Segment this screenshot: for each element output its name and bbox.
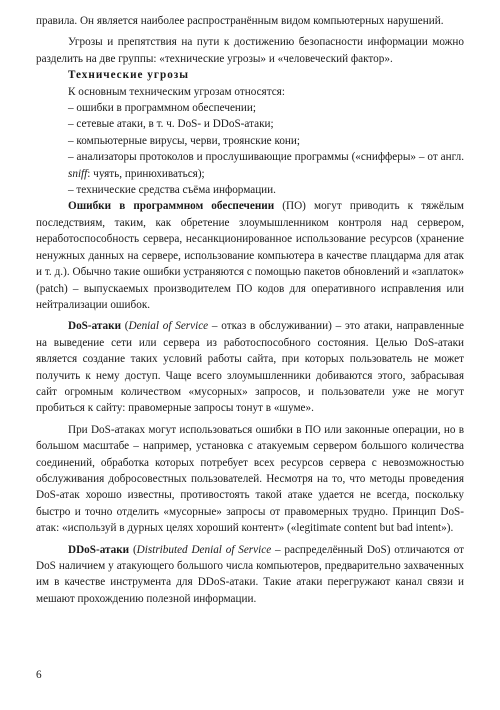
list-item-term: sniff: [68, 167, 88, 180]
list-item: – компьютерные вирусы, черви, троянские кони;: [68, 134, 300, 147]
text-body: [36, 13, 464, 607]
paragraph-text: – распределённый DoS) отличаются от DoS наличием у атакующего большого числа компьютеров, предварительно захваченных им в качестве инструмента для DDoS-атаки. Такие атаки перегружают канал связи и мешают прохождению полезной информации.: [36, 543, 464, 605]
paragraph-text: (: [121, 320, 129, 333]
list-item: – ошибки в программном обеспечении;: [68, 102, 256, 115]
term-ddos-expansion: Distributed Denial of Service: [136, 543, 272, 556]
paragraph-list-intro: К основным техническим угрозам относятся:: [68, 85, 285, 98]
paragraph-software-errors: [36, 198, 464, 313]
term-dos-expansion: Denial of Service: [128, 320, 209, 333]
page-number: 6: [36, 669, 42, 681]
section-heading-technical-threats: Технические угрозы: [68, 69, 190, 82]
paragraph-text: (: [129, 543, 137, 556]
paragraph-ddos: [36, 542, 464, 608]
list-item-text: : чуять, принюхиваться);: [87, 167, 205, 180]
paragraph-threat-groups: Угрозы и препятствия на пути к достижению безопасности информации можно разделить на две группы: «технические угрозы» и «человеческий фактор».: [36, 36, 464, 65]
term-dos: DoS-атаки: [68, 320, 122, 333]
list-item: – технические средства съёма информации.: [68, 184, 276, 197]
paragraph-text: (ПО) могут приводить к тяжёлым последствиям, таким, как обретение злоумышленником контроля над сервером, неработоспособность сервера, несанкционированное использование ресурсов (хранение ненужных данных на сервере, использование компьютера в качестве плацдарма для атак и т. д.). Обычно такие ошибки устраняются с помощью пакетов обновлений и «заплаток» (patch) – выпускаемых производителем ПО кодов для оперативного исправления или нейтрализации ошибок.: [36, 200, 464, 311]
list-item: [36, 149, 464, 182]
paragraph-text: – отказ в обслуживании) – это атаки, направленные на выведение сети или сервера из работоспособного состояния. Целью DoS-атаки является создание таких условий работы сайта, при которых пользователь не может получить к нему доступ. Чаще всего злоумышленники добиваются этого, забрасывая сайт огромным количеством «мусорных» запросов, и пользователи уже не могут пробиться к сайту: правомерные запросы тонут в «шуме».: [36, 320, 464, 415]
threat-list: [36, 100, 464, 198]
paragraph-intro-continuation: правила. Он является наиболее распространённым видом компьютерных нарушений.: [36, 15, 444, 27]
list-item: – сетевые атаки, в т. ч. DoS- и DDoS-атаки;: [68, 118, 274, 131]
list-item-text: – анализаторы протоколов и прослушивающие программы («снифферы» – от англ.: [68, 151, 464, 164]
term-ddos: DDoS-атаки: [68, 543, 130, 556]
paragraph-dos-methods: При DoS-атаках могут использоваться ошибки в ПО или законные операции, но в большом масштабе – например, установка с атакуемым сервером большого количества соединений, обработка которых потребует всех ресурсов сервера с невозможностью обслуживания добросовестных пользователей. Несмотря на то, что методы проведения DoS-атак хорошо известны, противостоять такой атаке удается не всегда, поскольку быстро и точно отделить «мусорные» запросы от правомерных трудно. Принцип DoS-атак: «используй в дурных целях хороший контент» («legitimate content but bad intent»).: [36, 423, 464, 535]
term-software-errors: Ошибки в программном обеспечении: [68, 200, 275, 213]
paragraph-dos: [36, 318, 464, 416]
